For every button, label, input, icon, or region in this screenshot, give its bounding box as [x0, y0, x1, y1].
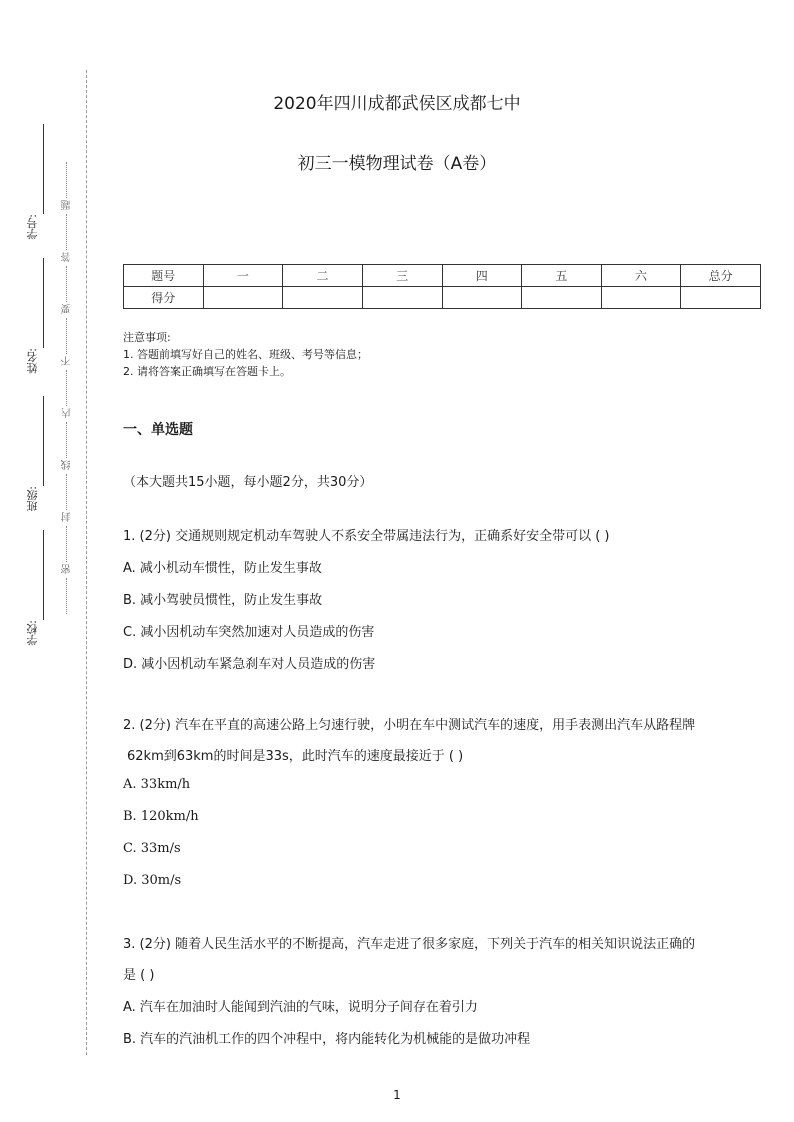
question-3-option-b[interactable]: B. 汽车的汽油机工作的四个冲程中，将内能转化为机械能的是做功冲程 — [123, 1032, 531, 1047]
student-id-label: 学号: — [26, 214, 39, 240]
question-1-option-a[interactable]: A. 减小机动车惯性，防止发生事故 — [123, 561, 322, 576]
question-1-option-c[interactable]: C. 减小因机动车突然加速对人员造成的伤害 — [123, 625, 375, 640]
exam-title-line1: 2020年四川成都武侯区成都七中 — [273, 94, 521, 114]
seal-char: 答 — [62, 252, 73, 262]
section-instruction: （本大题共15小题，每小题2分，共30分） — [123, 475, 373, 490]
seal-dots — [66, 266, 67, 302]
question-1-option-d[interactable]: D. 减小因机动车紧急刹车对人员造成的伤害 — [123, 657, 376, 672]
seal-dots — [66, 474, 67, 510]
question-1-option-b[interactable]: B. 减小驾驶员惯性，防止发生事故 — [123, 593, 323, 608]
school-underline — [43, 530, 44, 620]
seal-char: 要 — [62, 304, 73, 314]
exam-title-line2: 初三一模物理试卷（A卷） — [297, 154, 497, 174]
table-cell: 四 — [442, 265, 522, 287]
question-2-stem-line2: 62km到63km的时间是33s，此时汽车的速度最接近于 ( ) — [127, 749, 464, 764]
table-cell: 得分 — [124, 287, 204, 309]
seal-char: 密 — [62, 564, 73, 574]
score-table-header-row — [124, 265, 761, 287]
section-title: 一、单选题 — [123, 422, 193, 438]
table-cell: 六 — [601, 265, 681, 287]
question-2-option-a[interactable]: A. 33km/h — [123, 777, 191, 792]
notes-heading: 注意事项: — [123, 331, 171, 344]
table-cell: 总分 — [681, 265, 761, 287]
name-underline — [43, 258, 44, 348]
score-table — [123, 264, 761, 309]
question-2-stem-line1: 2. (2分) 汽车在平直的高速公路上匀速行驶，小明在车中测试汽车的速度，用手表测出汽车从路程牌 — [123, 718, 696, 733]
notes-block — [123, 329, 368, 380]
class-label: 班级: — [26, 486, 39, 512]
seal-dots — [66, 214, 67, 250]
class-underline — [43, 396, 44, 486]
seal-dots — [66, 578, 67, 614]
seal-char: 题 — [62, 200, 73, 210]
question-3-option-a[interactable]: A. 汽车在加油时人能闻到汽油的气味，说明分子间存在着引力 — [123, 1000, 478, 1015]
seal-char: 封 — [62, 512, 73, 522]
score-cell[interactable] — [681, 287, 761, 309]
seal-char: 不 — [62, 356, 73, 366]
question-3-stem-line1: 3. (2分) 随着人民生活水平的不断提高，汽车走进了很多家庭，下列关于汽车的相关知识说法正确的 — [123, 937, 696, 952]
score-cell[interactable] — [601, 287, 681, 309]
score-cell[interactable] — [442, 287, 522, 309]
score-cell[interactable] — [283, 287, 363, 309]
seal-dots — [66, 422, 67, 458]
table-cell: 题号 — [124, 265, 204, 287]
school-label: 学校: — [26, 620, 39, 646]
table-cell: 二 — [283, 265, 363, 287]
score-cell[interactable] — [522, 287, 602, 309]
question-1-stem: 1. (2分) 交通规则规定机动车驾驶人不系安全带属违法行为，正确系好安全带可以 ( ) — [123, 529, 610, 544]
table-cell: 一 — [203, 265, 283, 287]
question-3-stem-line2: 是 ( ) — [123, 968, 155, 983]
binding-dashed-line — [86, 70, 87, 1055]
notes-item: 2. 请将答案正确填写在答题卡上。 — [123, 365, 291, 378]
seal-char: 内 — [62, 408, 73, 418]
seal-dots — [66, 318, 67, 354]
question-2-option-d[interactable]: D. 30m/s — [123, 873, 182, 888]
name-label: 姓名: — [26, 348, 39, 374]
score-cell[interactable] — [362, 287, 442, 309]
seal-char: 线 — [62, 460, 73, 470]
score-table-score-row — [124, 287, 761, 309]
question-2-option-c[interactable]: C. 33m/s — [123, 841, 181, 856]
notes-item: 1. 答题前填写好自己的姓名、班级、考号等信息； — [123, 348, 368, 361]
table-cell: 五 — [522, 265, 602, 287]
score-cell[interactable] — [203, 287, 283, 309]
seal-dots — [66, 370, 67, 406]
page-number: 1 — [393, 1088, 401, 1102]
table-cell: 三 — [362, 265, 442, 287]
seal-dots — [66, 526, 67, 562]
question-2-option-b[interactable]: B. 120km/h — [123, 809, 199, 824]
